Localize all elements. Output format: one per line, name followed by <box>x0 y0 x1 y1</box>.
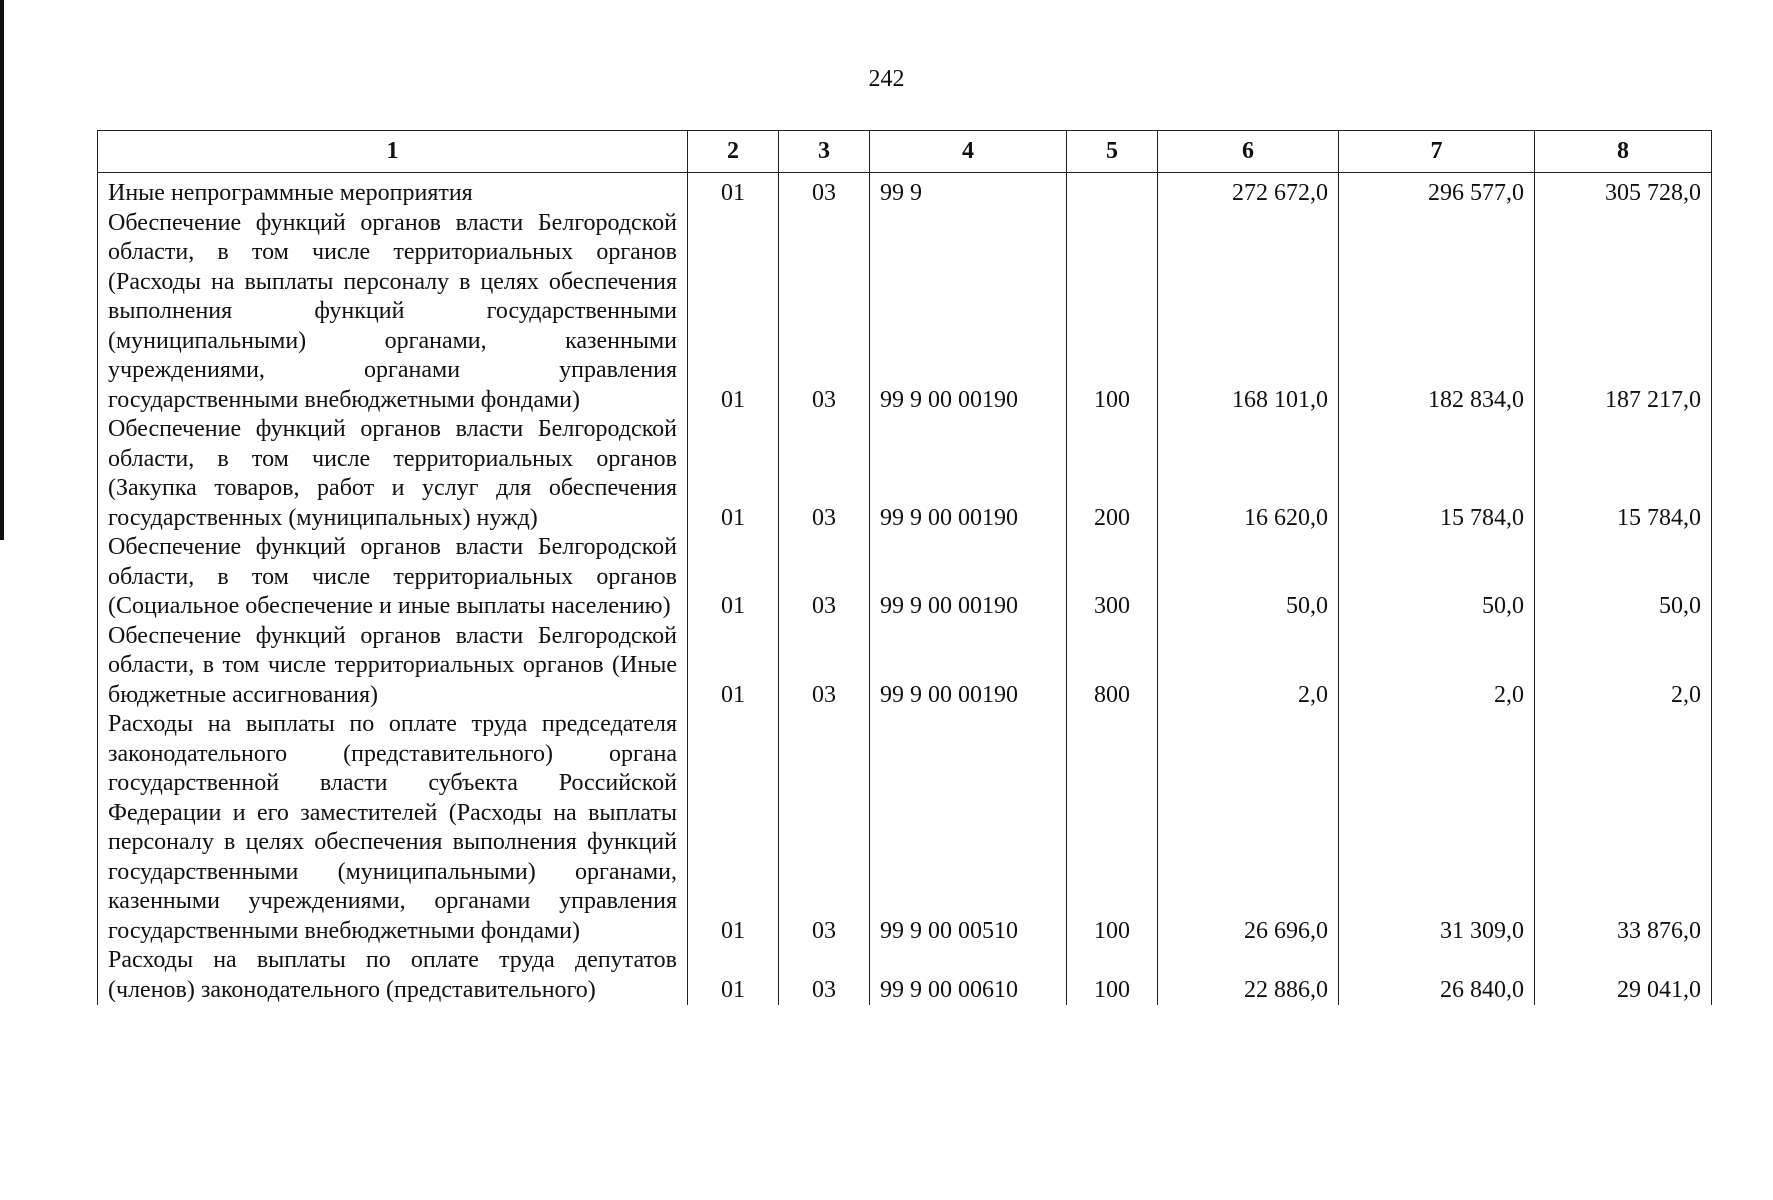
table-row <box>98 173 1712 209</box>
col-header-7: 7 <box>1339 131 1535 173</box>
col-header-6: 6 <box>1158 131 1339 173</box>
row-section-code: 01 <box>688 173 779 209</box>
row-target-article: 99 9 <box>870 173 1067 209</box>
row-section-code: 01 <box>688 415 779 533</box>
row-subsection-code: 03 <box>779 622 870 711</box>
row-description: Обеспечение функций органов власти Белгородской области, в том числе территориальных органов (Социальное обеспечение и иные выплаты населению) <box>98 533 688 622</box>
col-header-1: 1 <box>98 131 688 173</box>
row-subsection-code: 03 <box>779 209 870 416</box>
row-amount-col7: 182 834,0 <box>1339 209 1535 416</box>
header-row <box>98 131 1712 173</box>
row-target-article: 99 9 00 00510 <box>870 710 1067 946</box>
row-amount-col8: 187 217,0 <box>1535 209 1712 416</box>
row-subsection-code: 03 <box>779 710 870 946</box>
row-subsection-code: 03 <box>779 533 870 622</box>
row-expense-type: 300 <box>1067 533 1158 622</box>
row-expense-type: 100 <box>1067 946 1158 1005</box>
col-header-5: 5 <box>1067 131 1158 173</box>
row-amount-col8: 305 728,0 <box>1535 173 1712 209</box>
row-amount-col7: 15 784,0 <box>1339 415 1535 533</box>
row-amount-col6: 16 620,0 <box>1158 415 1339 533</box>
col-header-8: 8 <box>1535 131 1712 173</box>
row-section-code: 01 <box>688 533 779 622</box>
row-subsection-code: 03 <box>779 415 870 533</box>
row-amount-col8: 29 041,0 <box>1535 946 1712 1005</box>
row-target-article: 99 9 00 00190 <box>870 533 1067 622</box>
col-header-3: 3 <box>779 131 870 173</box>
row-subsection-code: 03 <box>779 173 870 209</box>
row-amount-col8: 50,0 <box>1535 533 1712 622</box>
table-row <box>98 415 1712 533</box>
row-amount-col6: 22 886,0 <box>1158 946 1339 1005</box>
row-target-article: 99 9 00 00610 <box>870 946 1067 1005</box>
row-description: Обеспечение функций органов власти Белгородской области, в том числе территориальных органов (Расходы на выплаты персоналу в целях обеспечения выполнения функций государственными (муниципальными) органами, казенными учреждениями, органами управления государственными внебюджетными фондами) <box>98 209 688 416</box>
budget-table <box>97 130 1712 1005</box>
row-amount-col7: 2,0 <box>1339 622 1535 711</box>
page-number: 242 <box>868 66 905 92</box>
row-expense-type <box>1067 173 1158 209</box>
row-section-code: 01 <box>688 946 779 1005</box>
row-description: Расходы на выплаты по оплате труда депутатов (членов) законодательного (представительного) <box>98 946 688 1005</box>
row-description: Обеспечение функций органов власти Белгородской области, в том числе территориальных органов (Закупка товаров, работ и услуг для обеспечения государственных (муниципальных) нужд) <box>98 415 688 533</box>
row-amount-col7: 31 309,0 <box>1339 710 1535 946</box>
row-description: Расходы на выплаты по оплате труда председателя законодательного (представительного) органа государственной власти субъекта Российской Федерации и его заместителей (Расходы на выплаты персоналу в целях обеспечения выполнения функций государственными (муниципальными) органами, казенными учреждениями, органами управления государственными внебюджетными фондами) <box>98 710 688 946</box>
row-expense-type: 100 <box>1067 209 1158 416</box>
row-target-article: 99 9 00 00190 <box>870 209 1067 416</box>
row-amount-col7: 26 840,0 <box>1339 946 1535 1005</box>
row-amount-col8: 33 876,0 <box>1535 710 1712 946</box>
row-expense-type: 800 <box>1067 622 1158 711</box>
row-amount-col6: 2,0 <box>1158 622 1339 711</box>
row-amount-col6: 26 696,0 <box>1158 710 1339 946</box>
row-target-article: 99 9 00 00190 <box>870 415 1067 533</box>
table-row <box>98 209 1712 416</box>
table-row <box>98 622 1712 711</box>
row-expense-type: 100 <box>1067 710 1158 946</box>
row-amount-col8: 15 784,0 <box>1535 415 1712 533</box>
row-amount-col7: 50,0 <box>1339 533 1535 622</box>
table-row <box>98 946 1712 1005</box>
row-expense-type: 200 <box>1067 415 1158 533</box>
table-row <box>98 710 1712 946</box>
row-section-code: 01 <box>688 209 779 416</box>
row-description: Иные непрограммные мероприятия <box>98 173 688 209</box>
row-amount-col6: 50,0 <box>1158 533 1339 622</box>
col-header-2: 2 <box>688 131 779 173</box>
row-section-code: 01 <box>688 622 779 711</box>
row-description: Обеспечение функций органов власти Белгородской области, в том числе территориальных органов (Иные бюджетные ассигнования) <box>98 622 688 711</box>
row-subsection-code: 03 <box>779 946 870 1005</box>
row-amount-col6: 272 672,0 <box>1158 173 1339 209</box>
row-section-code: 01 <box>688 710 779 946</box>
col-header-4: 4 <box>870 131 1067 173</box>
row-amount-col6: 168 101,0 <box>1158 209 1339 416</box>
row-amount-col8: 2,0 <box>1535 622 1712 711</box>
table-row <box>98 533 1712 622</box>
row-amount-col7: 296 577,0 <box>1339 173 1535 209</box>
row-target-article: 99 9 00 00190 <box>870 622 1067 711</box>
